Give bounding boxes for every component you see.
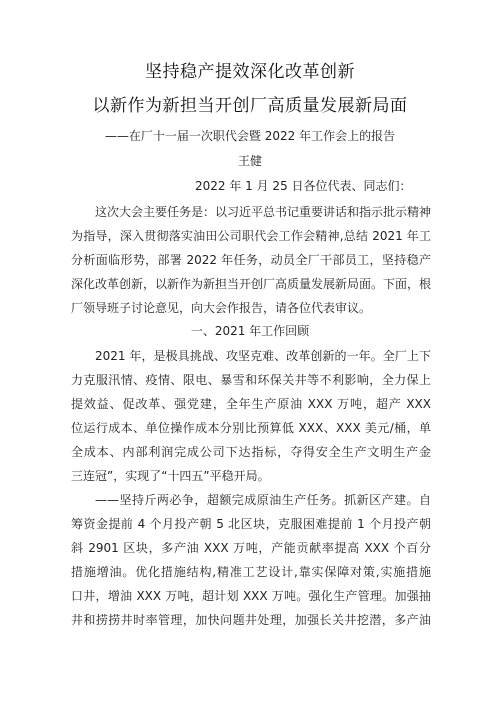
paragraph-line: 位运行成本、单位操作成本分别比预算低 XXX、XXX 美元/桶，单 <box>71 421 431 435</box>
paragraph-line: 力克服汛情、疫情、限电、暴雪和环保关井等不利影响，全力保上 <box>71 373 431 387</box>
paragraph-line: 口井，增油 XXX 万吨，超计划 XXX 万吨。强化生产管理。加强抽 <box>71 589 431 603</box>
paragraph-line: 措施增油。优化措施结构,精准工艺设计,靠实保障对策,实施措施 <box>71 565 431 579</box>
paragraph-line: 井和捞捞井时率管理，加快问题井处理，加强长关井挖潜，多产油 <box>71 613 431 627</box>
paragraph-line: 分析面临形势，部署 2022 年任务，动员全厂干部员工，坚持稳产 <box>71 253 431 267</box>
paragraph-line: 全成本、内部利润完成公司下达指标，夺得安全生产文明生产金 <box>71 445 431 459</box>
doc-title-line1: 坚持稳产提效深化改革创新 <box>145 62 355 82</box>
paragraph-line: 三连冠”，实现了“十四五”平稳开局。 <box>71 469 270 483</box>
paragraph-line: 这次大会主要任务是：以习近平总书记重要讲话和指示批示精神 <box>95 205 431 219</box>
paragraph-line: 斜 2901 区块，多产油 XXX 万吨，产能贡献率提高 XXX 个百分 <box>71 541 431 555</box>
paragraph-line: 深化改革创新，以新作为新担当开创厂高质量发展新局面。下面，根 <box>71 277 431 291</box>
date-greeting-line: 2022 年 1 月 25 日各位代表、同志们： <box>195 179 412 193</box>
paragraph-line: 2021 年，是极具挑战、攻坚克难、改革创新的一年。全厂上下 <box>95 349 431 363</box>
paragraph-line: 厂领导班子讨论意见，向大会作报告，请各位代表审议。 <box>71 301 372 315</box>
section-heading: 一、2021 年工作回顾 <box>190 324 310 338</box>
doc-subtitle: ——在厂十一届一次职代会暨 2022 年工作会上的报告 <box>104 129 396 143</box>
paragraph-line: 为指导，深入贯彻落实油田公司职代会工作会精神,总结 2021 年工 <box>71 229 431 243</box>
paragraph-line: 提效益、促改革、强党建，全年生产原油 XXX 万吨，超产 XXX <box>71 397 431 411</box>
paragraph-line: ——坚持斤两必争，超额完成原油生产任务。抓新区产建。自 <box>95 493 431 507</box>
doc-author: 王健 <box>237 154 262 168</box>
paragraph-line: 筹资金提前 4 个月投产朝 5 北区块，克服困难提前 1 个月投产朝 <box>71 517 431 531</box>
doc-title-line2: 以新作为新担当开创厂高质量发展新局面 <box>92 96 408 116</box>
